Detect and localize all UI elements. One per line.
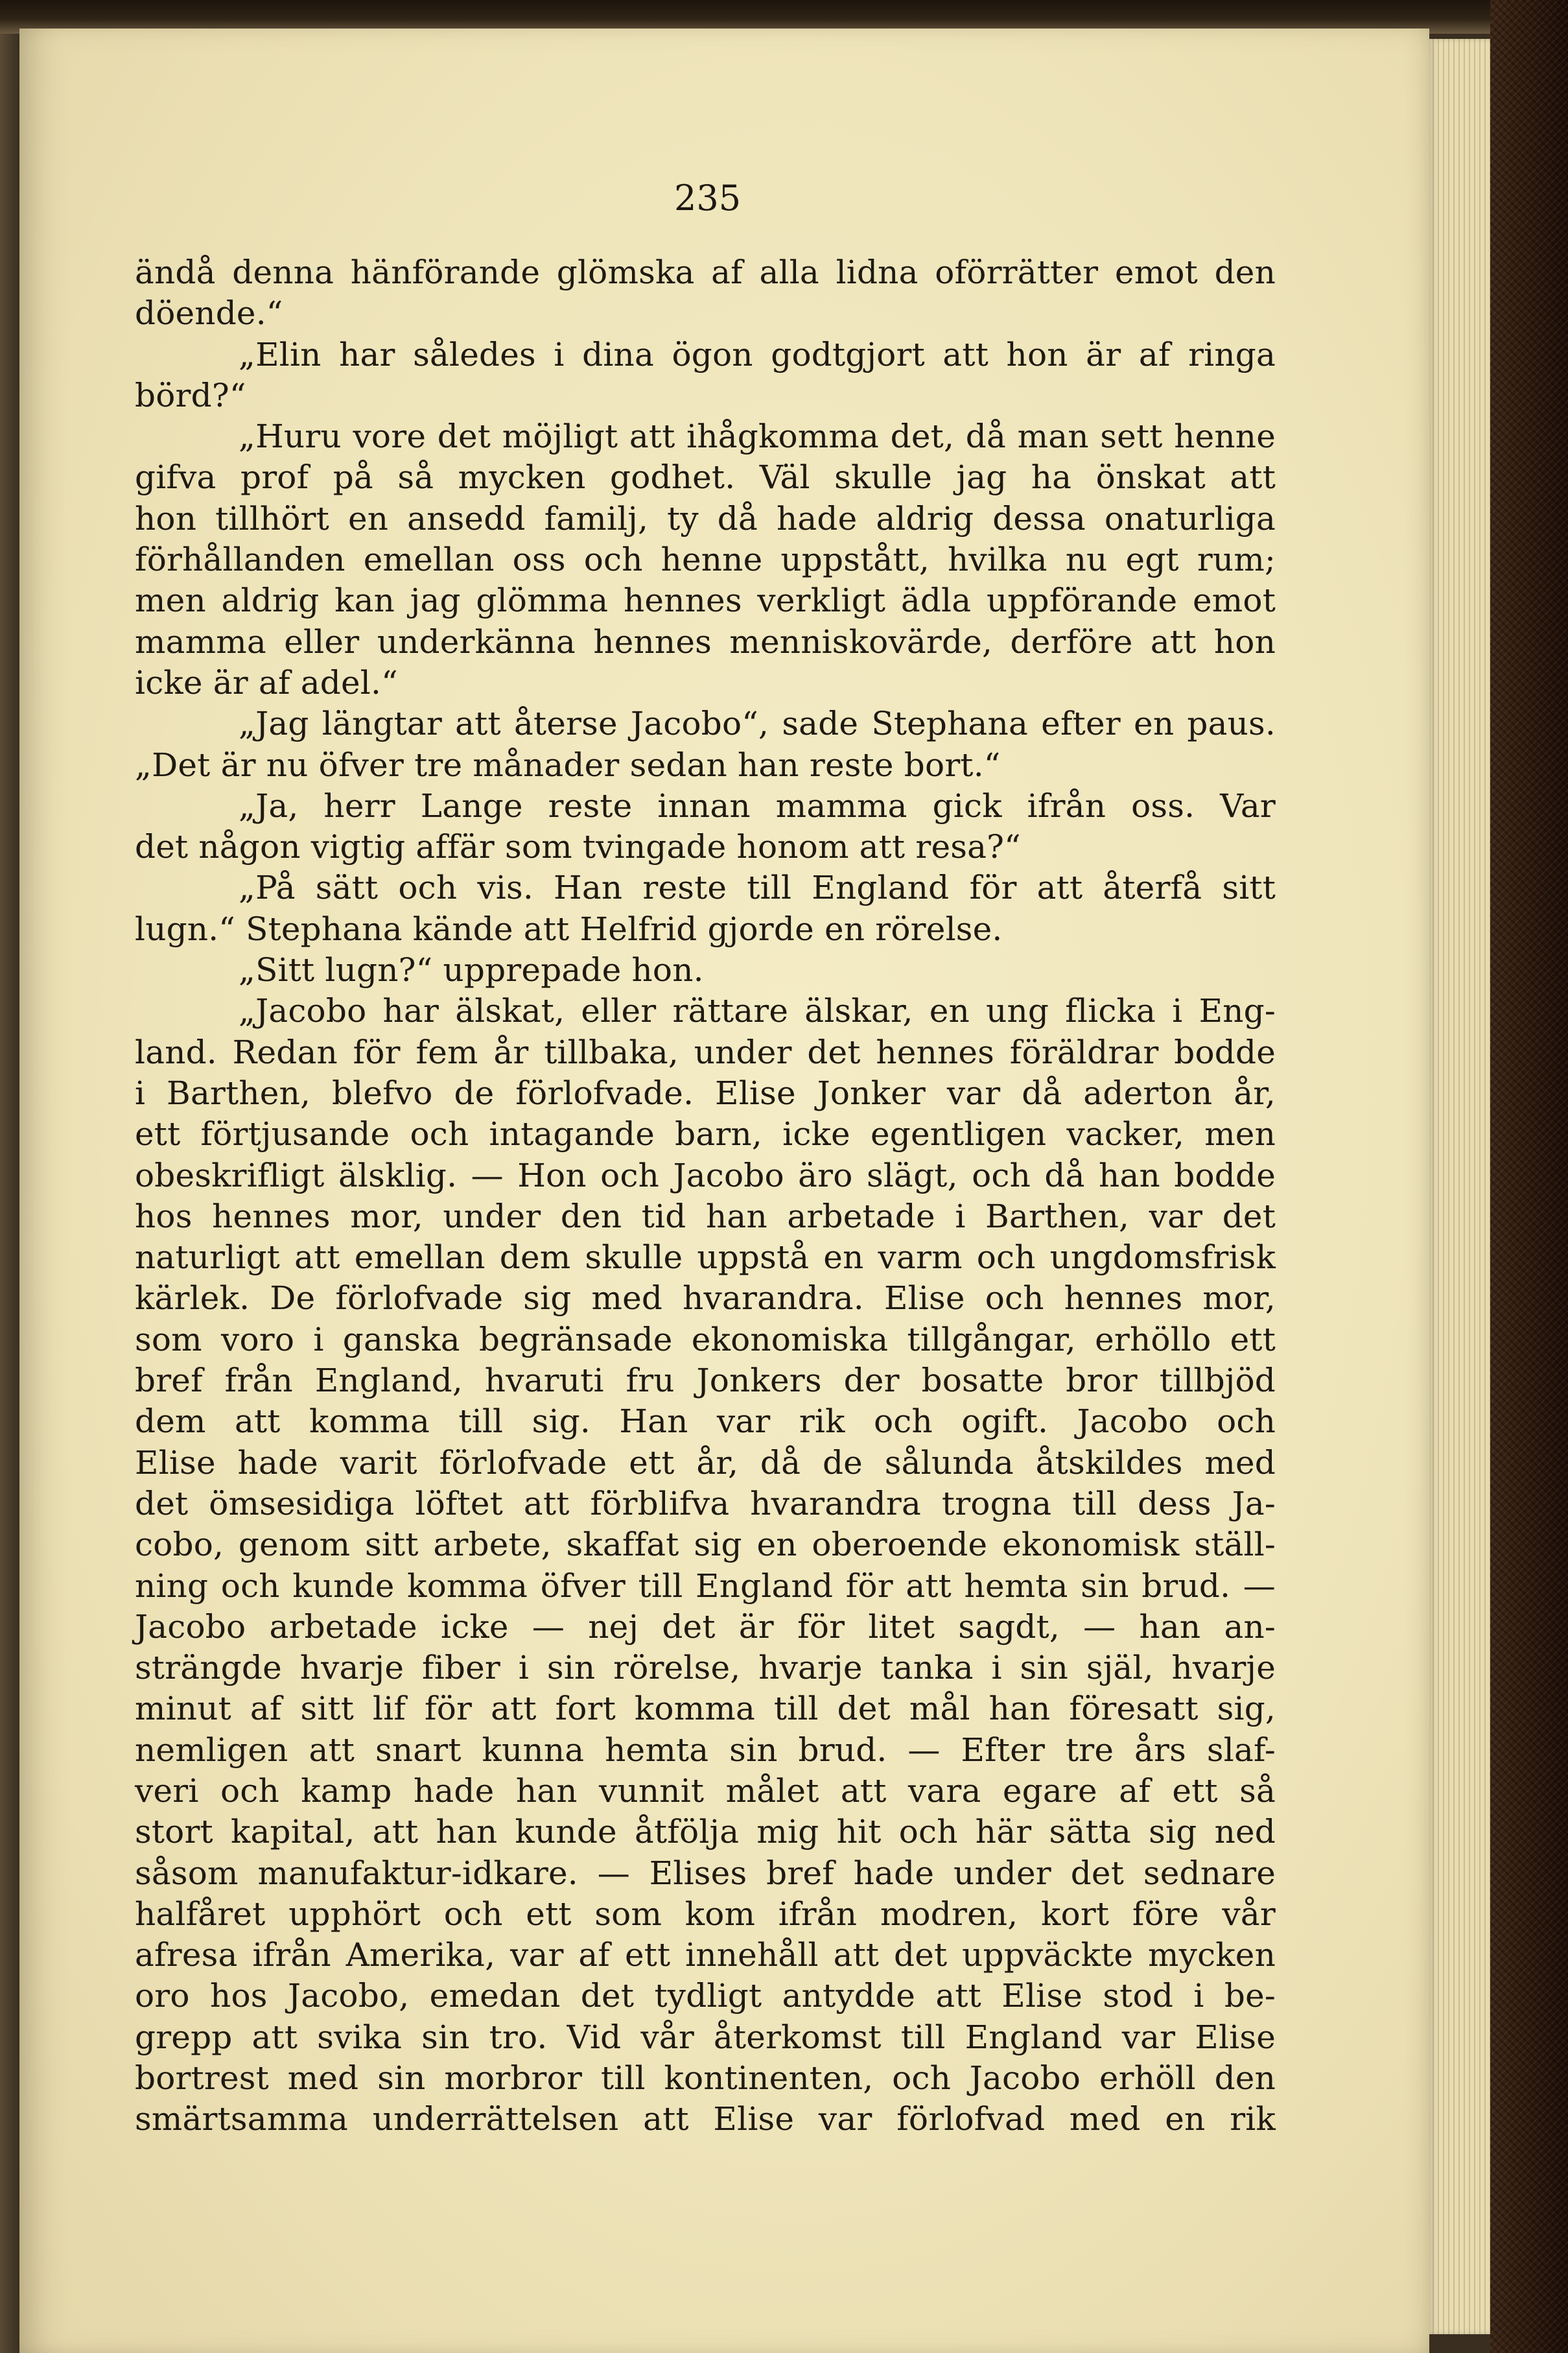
- text-line: „Jacobo har älskat, eller rättare älskar, en ung flicka i Eng-: [239, 992, 1276, 1030]
- text-line: dem att komma till sig. Han var rik och ogift. Jacobo och: [135, 1402, 1276, 1441]
- text-line: hon tillhört en ansedd familj, ty då hade aldrig dessa onaturliga: [135, 499, 1276, 538]
- text-line: kärlek. De förlofvade sig med hvarandra. Elise och hennes mor,: [135, 1279, 1276, 1318]
- page-number: 235: [674, 178, 742, 219]
- text-line: bref från England, hvaruti fru Jonkers der bosatte bror tillbjöd: [135, 1362, 1276, 1400]
- text-line: strängde hvarje fiber i sin rörelse, hvarje tanka i sin själ, hvarje: [135, 1649, 1276, 1687]
- text-line: det ömsesidiga löftet att förblifva hvarandra trogna till dess Ja-: [135, 1484, 1276, 1522]
- text-line: obeskrifligt älsklig. — Hon och Jacobo äro slägt, och då han bodde: [135, 1156, 1276, 1194]
- text-line: „Ja, herr Lange reste innan mamma gick ifrån oss. Var: [239, 786, 1276, 825]
- text-line: ning och kunde komma öfver till England för att hemta sin brud. —: [135, 1567, 1276, 1605]
- text-line: ett förtjusande och intagande barn, icke egentligen vacker, men: [135, 1115, 1276, 1153]
- text-line: „Det är nu öfver tre månader sedan han reste bort.“: [135, 746, 1001, 784]
- text-line: döende.“: [135, 294, 283, 333]
- book-cover: [1490, 0, 1568, 2353]
- text-line: minut af sitt lif för att fort komma till det mål han föresatt sig,: [135, 1690, 1276, 1728]
- text-line: land. Redan för fem år tillbaka, under det hennes föräldrar bodde: [135, 1033, 1276, 1071]
- text-line: veri och kamp hade han vunnit målet att vara egare af ett så: [135, 1771, 1276, 1810]
- text-line: men aldrig kan jag glömma hennes verkligt ädla uppförande emot: [135, 582, 1276, 620]
- text-line: gifva prof på så mycken godhet. Väl skulle jag ha önskat att: [135, 458, 1276, 497]
- text-line: förhållanden emellan oss och henne uppstått, hvilka nu egt rum;: [135, 541, 1276, 579]
- text-line: „Jag längtar att återse Jacobo“, sade Stephana efter en paus.: [239, 705, 1276, 743]
- text-line: såsom manufaktur-idkare. — Elises bref hade under det sednare: [135, 1854, 1276, 1892]
- text-line: stort kapital, att han kunde åtfölja mig hit och här sätta sig ned: [135, 1813, 1276, 1851]
- text-line: Elise hade varit förlofvade ett år, då de sålunda åtskildes med: [135, 1443, 1276, 1482]
- text-line: „Sitt lugn?“ upprepade hon.: [239, 951, 704, 989]
- text-line: Jacobo arbetade icke — nej det är för litet sagdt, — han an-: [135, 1607, 1276, 1646]
- text-line: „Huru vore det möjligt att ihågkomma det, då man sett henne: [239, 418, 1276, 456]
- text-line: i Barthen, blefvo de förlofvade. Elise Jonker var då aderton år,: [135, 1074, 1276, 1112]
- body-text: [135, 252, 1276, 2140]
- text-line: grepp att svika sin tro. Vid vår återkomst till England var Elise: [135, 2018, 1276, 2056]
- text-line: halfåret upphört och ett som kom ifrån modren, kort före vår: [135, 1895, 1276, 1933]
- text-line: naturligt att emellan dem skulle uppstå en varm och ungdomsfrisk: [135, 1238, 1276, 1277]
- text-line: hos hennes mor, under den tid han arbetade i Barthen, var det: [135, 1197, 1276, 1235]
- text-line: bortrest med sin morbror till kontinenten, och Jacobo erhöll den: [135, 2059, 1276, 2098]
- text-line: nemligen att snart kunna hemta sin brud. — Efter tre års slaf-: [135, 1731, 1276, 1769]
- page-block-edges: [1429, 39, 1490, 2334]
- text-line: börd?“: [135, 376, 246, 414]
- text-line: icke är af adel.“: [135, 663, 398, 702]
- text-line: mamma eller underkänna hennes menniskovärde, derföre att hon: [135, 622, 1276, 661]
- text-line: cobo, genom sitt arbete, skaffat sig en oberoende ekonomisk ställ-: [135, 1526, 1276, 1564]
- text-line: det någon vigtig affär som tvingade honom att resa?“: [135, 828, 1021, 866]
- text-line: smärtsamma underrättelsen att Elise var förlofvad med en rik: [135, 2100, 1276, 2138]
- text-line: ändå denna hänförande glömska af alla lidna oförrätter emot den: [135, 254, 1276, 291]
- text-line: „På sätt och vis. Han reste till England för att återfå sitt: [239, 869, 1276, 907]
- text-line: „Elin har således i dina ögon godtgjort att hon är af ringa: [239, 335, 1276, 373]
- book-page: [19, 29, 1429, 2353]
- text-line: lugn.“ Stephana kände att Helfrid gjorde en rörelse.: [135, 910, 1003, 948]
- text-line: afresa ifrån Amerika, var af ett innehåll att det uppväckte mycken: [135, 1936, 1276, 1974]
- text-line: oro hos Jacobo, emedan det tydligt antydde att Elise stod i be-: [135, 1977, 1276, 2015]
- text-line: som voro i ganska begränsade ekonomiska tillgångar, erhöllo ett: [135, 1320, 1276, 1358]
